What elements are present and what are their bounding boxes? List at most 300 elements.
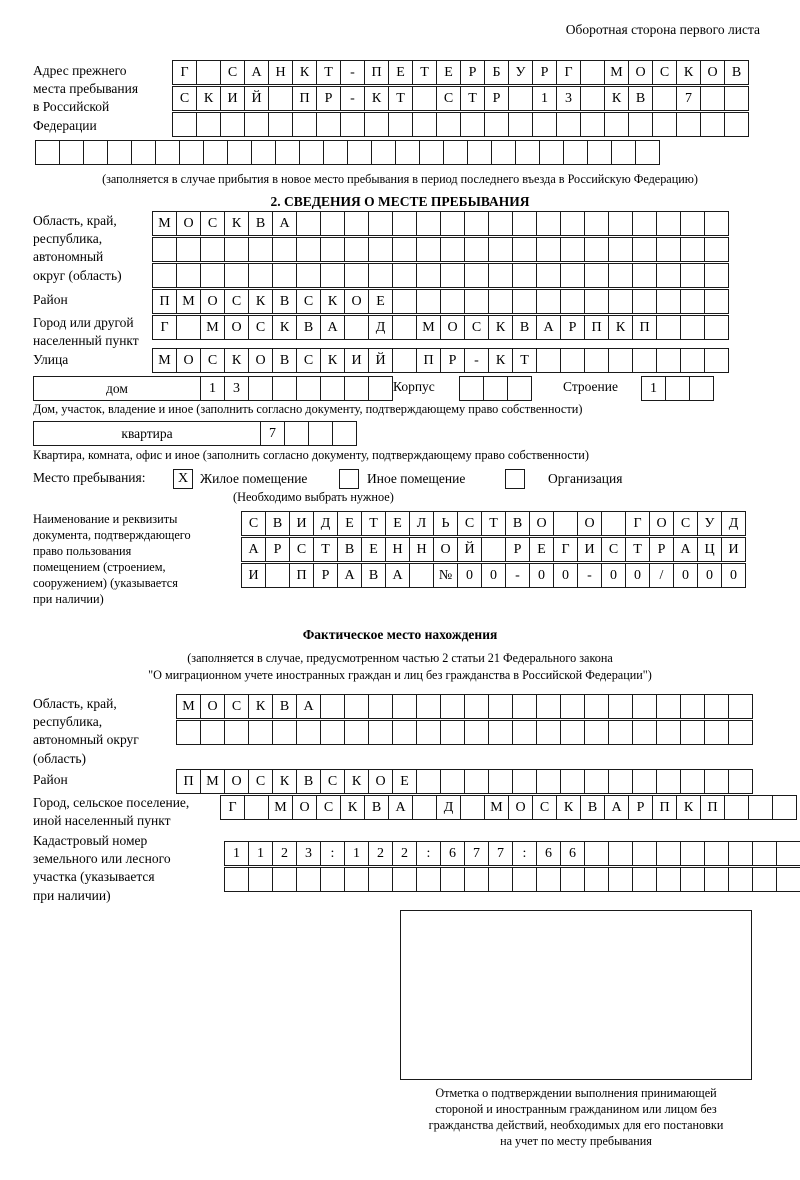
- char-cell[interactable]: [724, 112, 749, 137]
- char-cell[interactable]: [587, 140, 612, 165]
- char-cell[interactable]: [608, 720, 633, 745]
- char-cell[interactable]: А: [320, 315, 345, 340]
- char-cell[interactable]: Т: [412, 60, 437, 85]
- char-cell[interactable]: [536, 211, 561, 236]
- char-cell[interactable]: [676, 112, 701, 137]
- char-cell[interactable]: [601, 511, 626, 536]
- char-cell[interactable]: В: [265, 511, 290, 536]
- char-cell[interactable]: [748, 795, 773, 820]
- char-cell[interactable]: [656, 237, 681, 262]
- char-cell[interactable]: [632, 867, 657, 892]
- char-cell[interactable]: [296, 211, 321, 236]
- char-cell[interactable]: К: [272, 769, 297, 794]
- char-cell[interactable]: В: [337, 537, 362, 562]
- char-cell[interactable]: [392, 211, 417, 236]
- char-cell[interactable]: [560, 263, 585, 288]
- char-cell[interactable]: [584, 211, 609, 236]
- char-cell[interactable]: [296, 867, 321, 892]
- char-cell[interactable]: А: [604, 795, 629, 820]
- char-cell[interactable]: :: [416, 841, 441, 866]
- char-cell[interactable]: [464, 769, 489, 794]
- char-cell[interactable]: Г: [556, 60, 581, 85]
- char-cell[interactable]: [488, 867, 513, 892]
- char-cell[interactable]: [272, 867, 297, 892]
- char-cell[interactable]: О: [200, 289, 225, 314]
- char-cell[interactable]: [265, 563, 290, 588]
- char-cell[interactable]: 6: [536, 841, 561, 866]
- char-cell[interactable]: [656, 289, 681, 314]
- char-cell[interactable]: 3: [556, 86, 581, 111]
- char-cell[interactable]: [632, 720, 657, 745]
- char-cell[interactable]: [680, 315, 705, 340]
- char-cell[interactable]: Е: [388, 60, 413, 85]
- char-cell[interactable]: К: [224, 211, 249, 236]
- char-cell[interactable]: И: [721, 537, 746, 562]
- char-cell[interactable]: [316, 112, 341, 137]
- char-cell[interactable]: [704, 237, 729, 262]
- char-cell[interactable]: 2: [368, 841, 393, 866]
- char-cell[interactable]: П: [652, 795, 677, 820]
- char-cell[interactable]: [560, 867, 585, 892]
- char-cell[interactable]: [436, 112, 461, 137]
- region-row-2[interactable]: [152, 237, 728, 262]
- char-cell[interactable]: [632, 694, 657, 719]
- char-cell[interactable]: [459, 376, 484, 401]
- district-row[interactable]: [152, 289, 728, 314]
- char-cell[interactable]: В: [724, 60, 749, 85]
- char-cell[interactable]: [392, 720, 417, 745]
- char-cell[interactable]: А: [244, 60, 269, 85]
- char-cell[interactable]: С: [248, 769, 273, 794]
- char-cell[interactable]: [553, 511, 578, 536]
- char-cell[interactable]: [83, 140, 108, 165]
- char-cell[interactable]: [272, 237, 297, 262]
- char-cell[interactable]: П: [152, 289, 177, 314]
- char-cell[interactable]: Л: [409, 511, 434, 536]
- prev-address-row-1[interactable]: [172, 60, 748, 85]
- char-cell[interactable]: [724, 86, 749, 111]
- char-cell[interactable]: [608, 263, 633, 288]
- char-cell[interactable]: [320, 720, 345, 745]
- char-cell[interactable]: [320, 867, 345, 892]
- char-cell[interactable]: С: [200, 348, 225, 373]
- char-cell[interactable]: [364, 112, 389, 137]
- char-cell[interactable]: О: [176, 348, 201, 373]
- char-cell[interactable]: [412, 795, 437, 820]
- char-cell[interactable]: [632, 841, 657, 866]
- char-cell[interactable]: [224, 237, 249, 262]
- char-cell[interactable]: С: [224, 289, 249, 314]
- char-cell[interactable]: [532, 112, 557, 137]
- char-cell[interactable]: [419, 140, 444, 165]
- char-cell[interactable]: [512, 867, 537, 892]
- street-row[interactable]: [152, 348, 728, 373]
- char-cell[interactable]: [515, 140, 540, 165]
- char-cell[interactable]: Т: [316, 60, 341, 85]
- char-cell[interactable]: [512, 694, 537, 719]
- char-cell[interactable]: В: [364, 795, 389, 820]
- char-cell[interactable]: [512, 720, 537, 745]
- char-cell[interactable]: [560, 211, 585, 236]
- char-cell[interactable]: [700, 112, 725, 137]
- char-cell[interactable]: [368, 376, 393, 401]
- char-cell[interactable]: Й: [368, 348, 393, 373]
- char-cell[interactable]: Н: [409, 537, 434, 562]
- char-cell[interactable]: [556, 112, 581, 137]
- char-cell[interactable]: 0: [457, 563, 482, 588]
- char-cell[interactable]: [460, 112, 485, 137]
- char-cell[interactable]: [488, 720, 513, 745]
- checkbox-zhiloe[interactable]: X: [173, 469, 193, 489]
- char-cell[interactable]: [440, 769, 465, 794]
- char-cell[interactable]: [155, 140, 180, 165]
- char-cell[interactable]: [704, 348, 729, 373]
- char-cell[interactable]: Д: [313, 511, 338, 536]
- char-cell[interactable]: [388, 112, 413, 137]
- char-cell[interactable]: [272, 263, 297, 288]
- char-cell[interactable]: [296, 263, 321, 288]
- char-cell[interactable]: [512, 289, 537, 314]
- char-cell[interactable]: [728, 720, 753, 745]
- stroenie-cells[interactable]: [641, 376, 713, 401]
- checkbox-inoe[interactable]: [339, 469, 359, 489]
- char-cell[interactable]: [488, 289, 513, 314]
- char-cell[interactable]: [656, 263, 681, 288]
- char-cell[interactable]: К: [604, 86, 629, 111]
- char-cell[interactable]: [392, 289, 417, 314]
- char-cell[interactable]: [584, 769, 609, 794]
- char-cell[interactable]: С: [296, 348, 321, 373]
- char-cell[interactable]: [680, 720, 705, 745]
- char-cell[interactable]: [536, 694, 561, 719]
- char-cell[interactable]: [220, 112, 245, 137]
- cadastral-row-1[interactable]: [224, 841, 800, 866]
- char-cell[interactable]: [560, 237, 585, 262]
- char-cell[interactable]: [632, 263, 657, 288]
- char-cell[interactable]: [371, 140, 396, 165]
- char-cell[interactable]: [172, 112, 197, 137]
- char-cell[interactable]: Д: [436, 795, 461, 820]
- char-cell[interactable]: [680, 237, 705, 262]
- char-cell[interactable]: М: [152, 211, 177, 236]
- char-cell[interactable]: [272, 720, 297, 745]
- char-cell[interactable]: Т: [512, 348, 537, 373]
- char-cell[interactable]: [344, 263, 369, 288]
- document-row-3[interactable]: [241, 563, 745, 588]
- char-cell[interactable]: К: [248, 694, 273, 719]
- char-cell[interactable]: О: [440, 315, 465, 340]
- char-cell[interactable]: О: [176, 211, 201, 236]
- char-cell[interactable]: [308, 421, 333, 446]
- char-cell[interactable]: [464, 263, 489, 288]
- char-cell[interactable]: [632, 769, 657, 794]
- char-cell[interactable]: [632, 348, 657, 373]
- char-cell[interactable]: Т: [313, 537, 338, 562]
- char-cell[interactable]: Г: [553, 537, 578, 562]
- char-cell[interactable]: [560, 289, 585, 314]
- char-cell[interactable]: К: [364, 86, 389, 111]
- char-cell[interactable]: [368, 867, 393, 892]
- char-cell[interactable]: [416, 867, 441, 892]
- char-cell[interactable]: Р: [484, 86, 509, 111]
- char-cell[interactable]: [196, 112, 221, 137]
- char-cell[interactable]: [656, 769, 681, 794]
- char-cell[interactable]: Е: [385, 511, 410, 536]
- char-cell[interactable]: [560, 694, 585, 719]
- char-cell[interactable]: 1: [641, 376, 666, 401]
- cadastral-row-2[interactable]: [224, 867, 800, 892]
- char-cell[interactable]: Е: [392, 769, 417, 794]
- char-cell[interactable]: [131, 140, 156, 165]
- char-cell[interactable]: В: [296, 769, 321, 794]
- char-cell[interactable]: [176, 237, 201, 262]
- char-cell[interactable]: О: [529, 511, 554, 536]
- char-cell[interactable]: 3: [224, 376, 249, 401]
- char-cell[interactable]: [584, 841, 609, 866]
- char-cell[interactable]: [584, 720, 609, 745]
- char-cell[interactable]: [580, 86, 605, 111]
- char-cell[interactable]: [320, 376, 345, 401]
- char-cell[interactable]: И: [344, 348, 369, 373]
- char-cell[interactable]: О: [577, 511, 602, 536]
- char-cell[interactable]: [416, 769, 441, 794]
- char-cell[interactable]: А: [241, 537, 266, 562]
- char-cell[interactable]: С: [296, 289, 321, 314]
- char-cell[interactable]: [728, 867, 753, 892]
- char-cell[interactable]: 2: [272, 841, 297, 866]
- char-cell[interactable]: -: [577, 563, 602, 588]
- char-cell[interactable]: И: [577, 537, 602, 562]
- char-cell[interactable]: [392, 694, 417, 719]
- char-cell[interactable]: [440, 720, 465, 745]
- char-cell[interactable]: [248, 867, 273, 892]
- char-cell[interactable]: Г: [152, 315, 177, 340]
- char-cell[interactable]: [704, 315, 729, 340]
- char-cell[interactable]: [275, 140, 300, 165]
- char-cell[interactable]: [752, 841, 777, 866]
- char-cell[interactable]: О: [628, 60, 653, 85]
- char-cell[interactable]: [344, 376, 369, 401]
- char-cell[interactable]: В: [512, 315, 537, 340]
- char-cell[interactable]: [464, 237, 489, 262]
- prev-address-row-2[interactable]: [172, 86, 748, 111]
- char-cell[interactable]: [251, 140, 276, 165]
- char-cell[interactable]: А: [272, 211, 297, 236]
- char-cell[interactable]: [344, 315, 369, 340]
- char-cell[interactable]: [704, 769, 729, 794]
- char-cell[interactable]: [704, 841, 729, 866]
- char-cell[interactable]: [344, 211, 369, 236]
- char-cell[interactable]: [152, 237, 177, 262]
- char-cell[interactable]: 6: [440, 841, 465, 866]
- char-cell[interactable]: Т: [481, 511, 506, 536]
- char-cell[interactable]: М: [484, 795, 509, 820]
- char-cell[interactable]: [728, 769, 753, 794]
- char-cell[interactable]: 0: [481, 563, 506, 588]
- char-cell[interactable]: [284, 421, 309, 446]
- char-cell[interactable]: [323, 140, 348, 165]
- char-cell[interactable]: В: [628, 86, 653, 111]
- char-cell[interactable]: Н: [268, 60, 293, 85]
- char-cell[interactable]: [224, 263, 249, 288]
- char-cell[interactable]: М: [200, 769, 225, 794]
- char-cell[interactable]: К: [320, 348, 345, 373]
- char-cell[interactable]: [536, 289, 561, 314]
- char-cell[interactable]: [392, 348, 417, 373]
- char-cell[interactable]: К: [488, 315, 513, 340]
- char-cell[interactable]: [392, 315, 417, 340]
- char-cell[interactable]: [680, 348, 705, 373]
- char-cell[interactable]: [608, 867, 633, 892]
- char-cell[interactable]: -: [340, 86, 365, 111]
- char-cell[interactable]: [35, 140, 60, 165]
- char-cell[interactable]: [584, 867, 609, 892]
- char-cell[interactable]: М: [176, 289, 201, 314]
- char-cell[interactable]: К: [340, 795, 365, 820]
- char-cell[interactable]: [724, 795, 749, 820]
- char-cell[interactable]: К: [344, 769, 369, 794]
- char-cell[interactable]: 6: [560, 841, 585, 866]
- char-cell[interactable]: Р: [649, 537, 674, 562]
- char-cell[interactable]: [512, 237, 537, 262]
- char-cell[interactable]: К: [488, 348, 513, 373]
- char-cell[interactable]: [440, 237, 465, 262]
- char-cell[interactable]: К: [676, 795, 701, 820]
- fact-district-row[interactable]: [176, 769, 752, 794]
- char-cell[interactable]: О: [200, 694, 225, 719]
- char-cell[interactable]: [508, 112, 533, 137]
- char-cell[interactable]: К: [196, 86, 221, 111]
- char-cell[interactable]: [227, 140, 252, 165]
- char-cell[interactable]: С: [316, 795, 341, 820]
- char-cell[interactable]: [608, 841, 633, 866]
- char-cell[interactable]: [196, 60, 221, 85]
- char-cell[interactable]: Т: [388, 86, 413, 111]
- char-cell[interactable]: [772, 795, 797, 820]
- char-cell[interactable]: [689, 376, 714, 401]
- char-cell[interactable]: [200, 237, 225, 262]
- char-cell[interactable]: [536, 348, 561, 373]
- char-cell[interactable]: [580, 112, 605, 137]
- char-cell[interactable]: [416, 720, 441, 745]
- char-cell[interactable]: [704, 867, 729, 892]
- char-cell[interactable]: [704, 720, 729, 745]
- char-cell[interactable]: [244, 112, 269, 137]
- char-cell[interactable]: [368, 694, 393, 719]
- char-cell[interactable]: И: [289, 511, 314, 536]
- char-cell[interactable]: [464, 694, 489, 719]
- char-cell[interactable]: 7: [676, 86, 701, 111]
- char-cell[interactable]: [200, 263, 225, 288]
- char-cell[interactable]: Т: [460, 86, 485, 111]
- char-cell[interactable]: Р: [440, 348, 465, 373]
- char-cell[interactable]: [176, 720, 201, 745]
- char-cell[interactable]: С: [241, 511, 266, 536]
- char-cell[interactable]: [656, 841, 681, 866]
- char-cell[interactable]: М: [152, 348, 177, 373]
- char-cell[interactable]: 1: [532, 86, 557, 111]
- char-cell[interactable]: [344, 867, 369, 892]
- char-cell[interactable]: [464, 211, 489, 236]
- char-cell[interactable]: [608, 289, 633, 314]
- region-row-3[interactable]: [152, 263, 728, 288]
- char-cell[interactable]: [656, 315, 681, 340]
- char-cell[interactable]: [632, 289, 657, 314]
- char-cell[interactable]: [680, 694, 705, 719]
- char-cell[interactable]: [488, 237, 513, 262]
- char-cell[interactable]: П: [700, 795, 725, 820]
- char-cell[interactable]: [268, 112, 293, 137]
- char-cell[interactable]: [416, 237, 441, 262]
- char-cell[interactable]: [704, 289, 729, 314]
- char-cell[interactable]: Й: [457, 537, 482, 562]
- char-cell[interactable]: Б: [484, 60, 509, 85]
- char-cell[interactable]: Р: [560, 315, 585, 340]
- char-cell[interactable]: [416, 694, 441, 719]
- char-cell[interactable]: В: [272, 289, 297, 314]
- char-cell[interactable]: [728, 694, 753, 719]
- char-cell[interactable]: К: [608, 315, 633, 340]
- char-cell[interactable]: [344, 720, 369, 745]
- char-cell[interactable]: [152, 263, 177, 288]
- char-cell[interactable]: Ц: [697, 537, 722, 562]
- char-cell[interactable]: -: [505, 563, 530, 588]
- char-cell[interactable]: [508, 86, 533, 111]
- char-cell[interactable]: В: [272, 694, 297, 719]
- char-cell[interactable]: С: [436, 86, 461, 111]
- char-cell[interactable]: [728, 841, 753, 866]
- char-cell[interactable]: [656, 694, 681, 719]
- char-cell[interactable]: С: [601, 537, 626, 562]
- char-cell[interactable]: Д: [721, 511, 746, 536]
- char-cell[interactable]: О: [248, 348, 273, 373]
- char-cell[interactable]: [440, 867, 465, 892]
- char-cell[interactable]: [632, 211, 657, 236]
- char-cell[interactable]: [416, 289, 441, 314]
- char-cell[interactable]: [409, 563, 434, 588]
- char-cell[interactable]: [299, 140, 324, 165]
- char-cell[interactable]: Р: [316, 86, 341, 111]
- char-cell[interactable]: 2: [392, 841, 417, 866]
- char-cell[interactable]: [488, 263, 513, 288]
- char-cell[interactable]: 1: [200, 376, 225, 401]
- char-cell[interactable]: [200, 720, 225, 745]
- char-cell[interactable]: С: [532, 795, 557, 820]
- char-cell[interactable]: 7: [464, 841, 489, 866]
- char-cell[interactable]: Й: [244, 86, 269, 111]
- char-cell[interactable]: С: [673, 511, 698, 536]
- char-cell[interactable]: К: [556, 795, 581, 820]
- checkbox-organizaciya[interactable]: [505, 469, 525, 489]
- char-cell[interactable]: [268, 86, 293, 111]
- char-cell[interactable]: [656, 720, 681, 745]
- house-cells[interactable]: [200, 376, 392, 401]
- korpus-cells[interactable]: [459, 376, 531, 401]
- char-cell[interactable]: [608, 694, 633, 719]
- char-cell[interactable]: 0: [601, 563, 626, 588]
- char-cell[interactable]: [536, 263, 561, 288]
- char-cell[interactable]: П: [584, 315, 609, 340]
- char-cell[interactable]: [412, 86, 437, 111]
- char-cell[interactable]: Е: [361, 537, 386, 562]
- char-cell[interactable]: [412, 112, 437, 137]
- char-cell[interactable]: [584, 263, 609, 288]
- char-cell[interactable]: М: [268, 795, 293, 820]
- char-cell[interactable]: [344, 237, 369, 262]
- char-cell[interactable]: [176, 315, 201, 340]
- fact-city-row[interactable]: [220, 795, 796, 820]
- char-cell[interactable]: П: [364, 60, 389, 85]
